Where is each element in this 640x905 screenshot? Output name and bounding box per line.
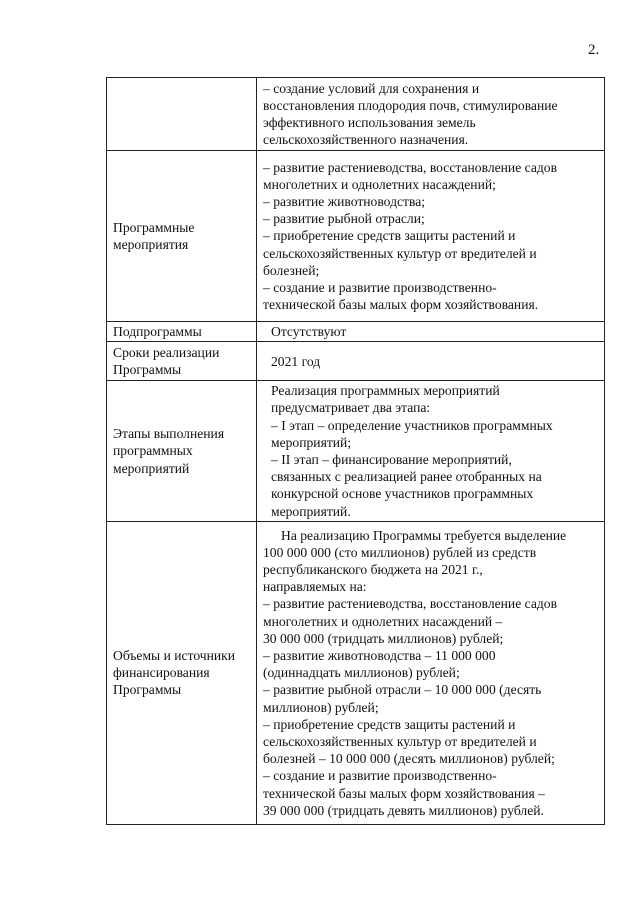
- text-line: направляемых на:: [263, 579, 367, 595]
- label-line: мероприятия: [113, 237, 189, 252]
- text-line: республиканского бюджета на 2021 г.,: [263, 562, 483, 577]
- label-line: Этапы выполнения: [113, 426, 225, 442]
- text-line: технической базы малых форм хозяйствования.: [263, 297, 539, 313]
- text-line: многолетних и однолетних насаждений;: [263, 176, 496, 192]
- text-line: – создание условий для сохранения и: [263, 80, 480, 96]
- text-line: Реализация программных мероприятий: [271, 383, 500, 399]
- table-row-implementation-period: [107, 342, 605, 381]
- row-content-implementation-period: [257, 342, 605, 381]
- text-line: – развитие рыбной отрасли – 10 000 000 (десять: [263, 682, 542, 698]
- text-line: 30 000 000 (тридцать миллионов) рублей;: [263, 630, 504, 646]
- text-line: сельскохозяйственных культур от вредителей и: [263, 734, 537, 750]
- text-line: 100 000 000 (сто миллионов) рублей из средств: [263, 544, 537, 560]
- row-content-program-events: [257, 151, 605, 322]
- text-line: связанных с реализацией ранее отобранных на: [271, 469, 542, 485]
- label-line: Подпрограммы: [113, 324, 202, 339]
- label-line: Объемы и источники: [113, 648, 236, 664]
- page-number: 2.: [588, 42, 600, 58]
- program-passport-table: [106, 77, 605, 825]
- text-line: сельскохозяйственных культур от вредителей и: [263, 245, 537, 261]
- row-content-financing: [257, 521, 605, 824]
- table-row-conditions: [107, 78, 605, 151]
- text-line: – создание и развитие производственно-: [263, 768, 497, 784]
- text-line: – I этап – определение участников программных: [271, 417, 553, 433]
- text-line: На реализацию Программы требуется выделение: [281, 527, 567, 543]
- text-line: – развитие животноводства;: [263, 193, 426, 209]
- text-line: – развитие животноводства – 11 000 000: [263, 648, 496, 664]
- text-line: – развитие рыбной отрасли;: [263, 211, 425, 227]
- table-row-stages: [107, 381, 605, 522]
- text-line: Отсутствуют: [271, 324, 347, 339]
- text-line: восстановления плодородия почв, стимулирование: [263, 97, 558, 113]
- row-label-stages: [107, 381, 257, 522]
- label-line: программных: [113, 443, 193, 459]
- text-line: – развитие растениеводства, восстановление садов: [263, 159, 557, 175]
- table-row-program-events: [107, 151, 605, 322]
- text-line: – создание и развитие производственно-: [263, 280, 497, 295]
- text-line: (одиннадцать миллионов) рублей;: [263, 665, 460, 681]
- row-label-implementation-period: [107, 342, 257, 381]
- text-line: болезней – 10 000 000 (десять миллионов) рублей;: [263, 751, 555, 767]
- text-line: – приобретение средств защиты растений и: [263, 716, 516, 732]
- row-label-subprograms: [107, 322, 257, 342]
- text-line: – II этап – финансирование мероприятий,: [271, 452, 512, 468]
- label-line: Сроки реализации: [113, 345, 220, 360]
- text-line: – приобретение средств защиты растений и: [263, 228, 516, 244]
- label-line: мероприятий: [113, 460, 190, 476]
- text-line: сельскохозяйственного назначения.: [263, 132, 469, 148]
- label-line: Программы: [113, 362, 182, 378]
- row-label-program-events: [107, 151, 257, 322]
- row-label-financing: [107, 521, 257, 824]
- row-content-conditions: [257, 78, 605, 151]
- text-line: – развитие растениеводства, восстановление садов: [263, 596, 557, 612]
- row-content-subprograms: [257, 322, 605, 342]
- text-line: 39 000 000 (тридцать девять миллионов) рублей.: [263, 802, 544, 818]
- text-line: эффективного использования земель: [263, 115, 476, 130]
- text-line: болезней;: [263, 262, 320, 278]
- text-line: мероприятий.: [271, 503, 351, 519]
- text-line: многолетних и однолетних насаждений –: [263, 613, 503, 629]
- text-line: предусматривает два этапа:: [271, 400, 431, 416]
- table-row-financing: [107, 521, 605, 824]
- row-label-empty: [107, 78, 257, 151]
- table-row-subprograms: [107, 322, 605, 342]
- label-line: Программные: [113, 219, 195, 235]
- label-line: Программы: [113, 682, 182, 698]
- text-line: 2021 год: [271, 353, 321, 369]
- text-line: технической базы малых форм хозяйствования –: [263, 785, 545, 801]
- text-line: конкурсной основе участников программных: [271, 486, 534, 502]
- row-content-stages: [257, 381, 605, 522]
- text-line: миллионов) рублей;: [263, 699, 379, 715]
- text-line: мероприятий;: [271, 434, 352, 450]
- label-line: финансирования: [113, 665, 210, 681]
